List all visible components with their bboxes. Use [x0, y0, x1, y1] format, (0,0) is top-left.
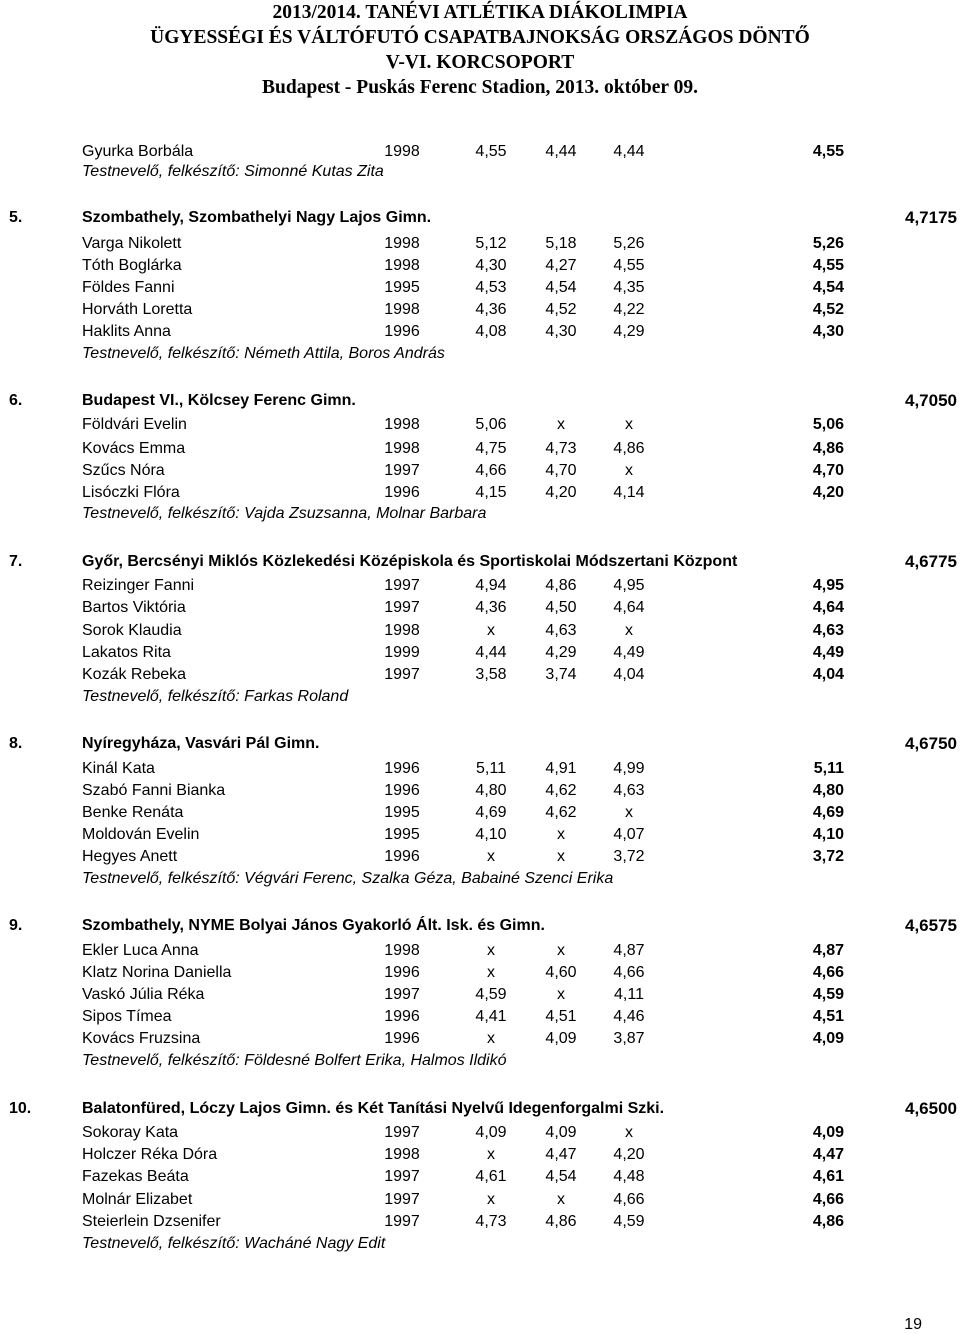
best-result: 4,66 [812, 1191, 844, 1208]
header-venue-date: Budapest - Puskás Ferenc Stadion, 2013. október 09. [262, 77, 698, 98]
athlete-name: Kinál Kata [82, 760, 155, 777]
athlete-name: Kozák Rebeka [82, 666, 187, 683]
athlete-row [0, 824, 960, 846]
team-name: Szombathely, Szombathelyi Nagy Lajos Gimn. [82, 209, 432, 226]
athlete-year: 1998 [384, 235, 420, 252]
attempt-3: 4,20 [613, 1146, 645, 1163]
attempt-3: 4,63 [613, 782, 645, 799]
athlete-year: 1996 [384, 760, 420, 777]
attempt-3: 4,04 [613, 666, 645, 683]
athlete-row [0, 664, 960, 686]
best-result: 4,52 [812, 301, 844, 318]
attempt-3: 4,49 [613, 644, 645, 661]
athlete-row [0, 141, 960, 163]
attempt-3: 3,72 [613, 848, 645, 865]
athlete-year: 1997 [384, 1168, 420, 1185]
attempt-1: x [487, 622, 495, 639]
coach-line: Testnevelő, felkészítő: Németh Attila, Boros András [82, 345, 445, 362]
attempt-2: 4,51 [545, 1008, 577, 1025]
attempt-3: 4,55 [613, 257, 645, 274]
attempt-3: 4,44 [613, 143, 645, 160]
attempt-1: 4,15 [475, 484, 507, 501]
athlete-year: 1997 [384, 1124, 420, 1141]
athlete-name: Haklits Anna [82, 323, 171, 340]
best-result: 4,09 [812, 1030, 844, 1047]
athlete-row [0, 1028, 960, 1050]
athlete-row [0, 802, 960, 824]
athlete-name: Földvári Evelin [82, 416, 187, 433]
athlete-name: Molnár Elizabet [82, 1191, 193, 1208]
team-rank: 7. [9, 553, 23, 570]
attempt-2: 4,44 [545, 143, 577, 160]
athlete-year: 1999 [384, 644, 420, 661]
attempt-1: 4,55 [475, 143, 507, 160]
best-result: 4,66 [812, 964, 844, 981]
athlete-name: Varga Nikolett [82, 235, 182, 252]
athlete-row [0, 299, 960, 321]
attempt-3: 4,66 [613, 1191, 645, 1208]
attempt-2: 4,86 [545, 1213, 577, 1230]
athlete-row [0, 414, 960, 436]
attempt-3: 5,26 [613, 235, 645, 252]
team-rank: 9. [9, 917, 23, 934]
athlete-year: 1996 [384, 1008, 420, 1025]
attempt-1: 4,75 [475, 440, 507, 457]
team-rank: 8. [9, 735, 23, 752]
header-age-group: V-VI. KORCSOPORT [385, 52, 575, 73]
attempt-2: 4,62 [545, 804, 577, 821]
athlete-year: 1996 [384, 323, 420, 340]
athlete-name: Kovács Fruzsina [82, 1030, 201, 1047]
athlete-name: Hegyes Anett [82, 848, 178, 865]
athlete-year: 1998 [384, 416, 420, 433]
best-result: 4,30 [812, 323, 844, 340]
athlete-name: Szűcs Nóra [82, 462, 165, 479]
attempt-2: 4,27 [545, 257, 577, 274]
best-result: 4,70 [812, 462, 844, 479]
athlete-row [0, 780, 960, 802]
athlete-row [0, 1006, 960, 1028]
attempt-1: x [487, 942, 495, 959]
attempt-3: 4,11 [614, 986, 644, 1003]
best-result: 4,80 [812, 782, 844, 799]
attempt-3: 4,29 [613, 323, 645, 340]
best-result: 4,69 [812, 804, 844, 821]
team-header [0, 914, 960, 938]
athlete-row [0, 438, 960, 460]
athlete-row [0, 1144, 960, 1166]
team-name: Budapest VI., Kölcsey Ferenc Gimn. [82, 392, 356, 409]
attempt-3: 4,48 [613, 1168, 645, 1185]
attempt-1: 4,09 [475, 1124, 507, 1141]
athlete-year: 1995 [384, 804, 420, 821]
athlete-year: 1997 [384, 986, 420, 1003]
best-result: 4,20 [812, 484, 844, 501]
best-result: 4,61 [812, 1168, 844, 1185]
athlete-name: Kovács Emma [82, 440, 186, 457]
attempt-1: 4,10 [475, 826, 507, 843]
athlete-year: 1998 [384, 1146, 420, 1163]
attempt-2: 4,70 [545, 462, 577, 479]
attempt-1: 4,59 [475, 986, 507, 1003]
attempt-2: 4,29 [545, 644, 577, 661]
attempt-2: 4,60 [545, 964, 577, 981]
attempt-3: 4,07 [613, 826, 645, 843]
attempt-1: 4,30 [475, 257, 507, 274]
attempt-1: x [487, 1030, 495, 1047]
attempt-1: 5,06 [475, 416, 507, 433]
athlete-year: 1998 [384, 301, 420, 318]
athlete-year: 1998 [384, 622, 420, 639]
coach-line: Testnevelő, felkészítő: Vajda Zsuzsanna, Molnar Barbara [82, 505, 487, 522]
team-score: 4,7175 [905, 208, 957, 227]
attempt-2: x [557, 986, 565, 1003]
athlete-year: 1998 [384, 440, 420, 457]
attempt-1: 4,69 [475, 804, 507, 821]
team-name: Balatonfüred, Lóczy Lajos Gimn. és Két Tanítási Nyelvű Idegenforgalmi Szki. [82, 1100, 665, 1117]
best-result: 4,87 [812, 942, 844, 959]
athlete-row [0, 1122, 960, 1144]
athlete-year: 1996 [384, 964, 420, 981]
team-header [0, 389, 960, 413]
best-result: 4,95 [812, 577, 844, 594]
team-header [0, 206, 960, 230]
athlete-name: Földes Fanni [82, 279, 175, 296]
best-result: 4,51 [812, 1008, 844, 1025]
attempt-3: 4,86 [613, 440, 645, 457]
athlete-name: Sipos Tímea [82, 1008, 172, 1025]
attempt-3: x [625, 416, 633, 433]
attempt-1: 3,58 [475, 666, 507, 683]
team-rank: 5. [9, 209, 23, 226]
attempt-2: x [557, 826, 565, 843]
athlete-name: Sorok Klaudia [82, 622, 182, 639]
attempt-3: 4,22 [613, 301, 645, 318]
attempt-1: 4,61 [475, 1168, 507, 1185]
athlete-row [0, 597, 960, 619]
athlete-year: 1995 [384, 826, 420, 843]
athlete-year: 1997 [384, 462, 420, 479]
athlete-year: 1998 [384, 257, 420, 274]
best-result: 5,26 [812, 235, 844, 252]
athlete-year: 1998 [384, 143, 420, 160]
athlete-row [0, 940, 960, 962]
best-result: 4,10 [812, 826, 844, 843]
athlete-year: 1996 [384, 1030, 420, 1047]
athlete-row [0, 620, 960, 642]
attempt-3: 4,14 [613, 484, 645, 501]
athlete-year: 1996 [384, 848, 420, 865]
best-result: 4,47 [812, 1146, 844, 1163]
team-score: 4,6575 [905, 916, 957, 935]
attempt-1: 4,41 [475, 1008, 507, 1025]
attempt-2: 4,09 [545, 1124, 577, 1141]
team-score: 4,6775 [905, 552, 957, 571]
athlete-row [0, 642, 960, 664]
team-name: Nyíregyháza, Vasvári Pál Gimn. [82, 735, 320, 752]
attempt-3: 4,64 [613, 599, 645, 616]
attempt-2: 4,86 [545, 577, 577, 594]
attempt-2: 4,52 [545, 301, 577, 318]
attempt-1: x [487, 964, 495, 981]
attempt-2: 4,73 [545, 440, 577, 457]
coach-line: Testnevelő, felkészítő: Wacháné Nagy Edit [82, 1235, 386, 1252]
attempt-3: 4,95 [613, 577, 645, 594]
attempt-2: 4,09 [545, 1030, 577, 1047]
athlete-row [0, 277, 960, 299]
best-result: 4,86 [812, 1213, 844, 1230]
best-result: 4,55 [812, 143, 844, 160]
attempt-2: 4,54 [545, 279, 577, 296]
page-number: 19 [904, 1316, 922, 1333]
best-result: 4,64 [812, 599, 844, 616]
team-name: Szombathely, NYME Bolyai János Gyakorló Ált. Isk. és Gimn. [82, 917, 545, 934]
athlete-name: Sokoray Kata [82, 1124, 179, 1141]
team-score: 4,6500 [905, 1099, 957, 1118]
athlete-year: 1997 [384, 666, 420, 683]
best-result: 4,55 [812, 257, 844, 274]
attempt-3: 4,35 [613, 279, 645, 296]
attempt-2: x [557, 1191, 565, 1208]
athlete-row [0, 758, 960, 780]
athlete-year: 1997 [384, 577, 420, 594]
athlete-year: 1996 [384, 782, 420, 799]
best-result: 4,09 [812, 1124, 844, 1141]
athlete-row [0, 233, 960, 255]
athlete-row [0, 984, 960, 1006]
athlete-name: Horváth Loretta [82, 301, 193, 318]
athlete-row [0, 1211, 960, 1233]
athlete-year: 1997 [384, 1191, 420, 1208]
best-result: 4,86 [812, 440, 844, 457]
team-name: Győr, Bercsényi Miklós Közlekedési Középiskola és Sportiskolai Módszertani Központ [82, 553, 738, 570]
coach-line: Testnevelő, felkészítő: Farkas Roland [82, 688, 349, 705]
attempt-3: 4,59 [613, 1213, 645, 1230]
attempt-2: x [557, 848, 565, 865]
attempt-2: 4,63 [545, 622, 577, 639]
best-result: 4,63 [812, 622, 844, 639]
attempt-3: 4,99 [613, 760, 645, 777]
attempt-3: 4,87 [613, 942, 645, 959]
athlete-name: Vaskó Júlia Réka [82, 986, 205, 1003]
attempt-1: 4,36 [475, 599, 507, 616]
attempt-1: 4,08 [475, 323, 507, 340]
athlete-row [0, 1166, 960, 1188]
coach-line: Testnevelő, felkészítő: Földesné Bolfert Erika, Halmos Ildikó [82, 1052, 507, 1069]
attempt-1: 4,44 [475, 644, 507, 661]
attempt-1: x [487, 848, 495, 865]
attempt-1: 5,11 [476, 760, 506, 777]
athlete-row [0, 460, 960, 482]
athlete-row [0, 255, 960, 277]
athlete-name: Fazekas Beáta [82, 1168, 189, 1185]
athlete-row [0, 575, 960, 597]
athlete-row [0, 1189, 960, 1211]
attempt-1: 4,80 [475, 782, 507, 799]
attempt-1: x [487, 1191, 495, 1208]
team-score: 4,7050 [905, 391, 957, 410]
best-result: 4,49 [812, 644, 844, 661]
team-score: 4,6750 [905, 734, 957, 753]
attempt-1: 4,66 [475, 462, 507, 479]
attempt-2: 4,62 [545, 782, 577, 799]
athlete-name: Szabó Fanni Bianka [82, 782, 226, 799]
team-header [0, 1097, 960, 1121]
team-header [0, 550, 960, 574]
attempt-3: x [625, 622, 633, 639]
best-result: 4,54 [812, 279, 844, 296]
athlete-name: Tóth Boglárka [82, 257, 182, 274]
attempt-1: 4,94 [475, 577, 507, 594]
attempt-2: 3,74 [545, 666, 577, 683]
attempt-1: 4,73 [475, 1213, 507, 1230]
athlete-name: Klatz Norina Daniella [82, 964, 232, 981]
attempt-3: 4,46 [613, 1008, 645, 1025]
athlete-year: 1997 [384, 1213, 420, 1230]
attempt-1: x [487, 1146, 495, 1163]
team-rank: 10. [9, 1100, 32, 1117]
athlete-name: Lakatos Rita [82, 644, 171, 661]
athlete-name: Lisóczki Flóra [82, 484, 180, 501]
athlete-name: Bartos Viktória [82, 599, 186, 616]
best-result: 5,06 [812, 416, 844, 433]
best-result: 4,04 [812, 666, 844, 683]
team-header [0, 732, 960, 756]
attempt-2: 4,54 [545, 1168, 577, 1185]
attempt-3: x [625, 462, 633, 479]
athlete-row [0, 846, 960, 868]
attempt-2: 4,91 [545, 760, 577, 777]
best-result: 4,59 [812, 986, 844, 1003]
athlete-row [0, 482, 960, 504]
attempt-3: x [625, 1124, 633, 1141]
athlete-name: Steierlein Dzsenifer [82, 1213, 221, 1230]
best-result: 5,11 [813, 760, 844, 777]
attempt-1: 4,53 [475, 279, 507, 296]
athlete-row [0, 962, 960, 984]
athlete-year: 1996 [384, 484, 420, 501]
header-competition: ÜGYESSÉGI ÉS VÁLTÓFUTÓ CSAPATBAJNOKSÁG ORSZÁGOS DÖNTŐ [150, 27, 810, 48]
attempt-2: 4,50 [545, 599, 577, 616]
attempt-1: 4,36 [475, 301, 507, 318]
attempt-3: 3,87 [613, 1030, 645, 1047]
coach-line: Testnevelő, felkészítő: Végvári Ferenc, Szalka Géza, Babainé Szenci Erika [82, 870, 614, 887]
attempt-3: x [625, 804, 633, 821]
athlete-name: Ekler Luca Anna [82, 942, 199, 959]
attempt-2: 5,18 [545, 235, 577, 252]
attempt-3: 4,66 [613, 964, 645, 981]
team-rank: 6. [9, 392, 23, 409]
attempt-2: 4,30 [545, 323, 577, 340]
athlete-year: 1998 [384, 942, 420, 959]
attempt-2: 4,47 [545, 1146, 577, 1163]
attempt-1: 5,12 [475, 235, 507, 252]
athlete-name: Benke Renáta [82, 804, 184, 821]
coach-line: Testnevelő, felkészítő: Simonné Kutas Zita [82, 163, 384, 180]
athlete-name: Moldován Evelin [82, 826, 200, 843]
athlete-name: Reizinger Fanni [82, 577, 195, 594]
athlete-name: Gyurka Borbála [82, 143, 194, 160]
athlete-year: 1997 [384, 599, 420, 616]
athlete-row [0, 321, 960, 343]
athlete-year: 1995 [384, 279, 420, 296]
header-title: 2013/2014. TANÉVI ATLÉTIKA DIÁKOLIMPIA [272, 2, 688, 23]
best-result: 3,72 [812, 848, 844, 865]
attempt-2: x [557, 416, 565, 433]
attempt-2: 4,20 [545, 484, 577, 501]
attempt-2: x [557, 942, 565, 959]
athlete-name: Holczer Réka Dóra [82, 1146, 218, 1163]
